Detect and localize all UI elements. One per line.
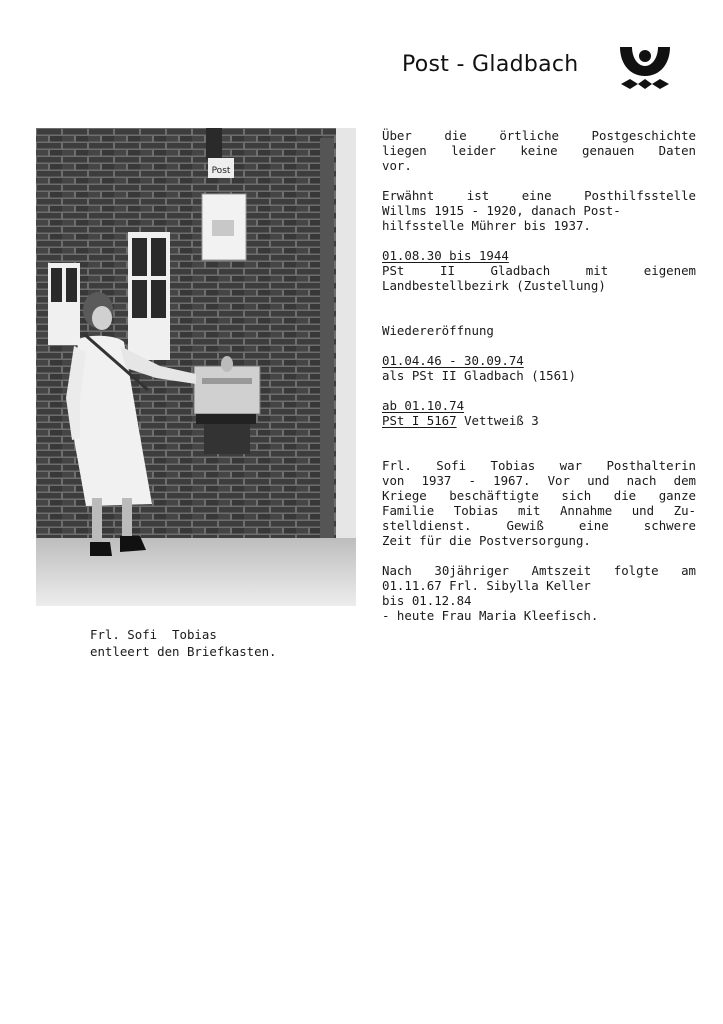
para8-line4: - heute Frau Maria Kleefisch.	[382, 608, 599, 623]
para2-line1: Erwähnt ist eine Posthilfsstelle	[382, 188, 696, 203]
para7-line4: Familie Tobias mit Annahme und Zu-	[382, 503, 696, 518]
para5-last: als PSt II Gladbach (1561)	[382, 368, 576, 383]
history-text	[382, 128, 696, 623]
para3-last: Landbestellbezirk (Zustellung)	[382, 278, 606, 293]
para1-line2: liegen leider keine genauen Daten	[382, 143, 696, 158]
historic-photo	[36, 128, 356, 606]
para8-line1: Nach 30jähriger Amtszeit folgte am	[382, 563, 696, 578]
para3-date: 01.08.30 bis 1944	[382, 248, 509, 263]
para6-line: PSt I 5167 Vettweiß 3	[382, 413, 539, 428]
para6-date: ab 01.10.74	[382, 398, 465, 413]
para4-text: Wiedereröffnung	[382, 323, 494, 338]
caption-line2: entleert den Briefkasten.	[90, 644, 277, 659]
page-title: Post - Gladbach	[402, 52, 579, 77]
para8-line3: bis 01.12.84	[382, 593, 472, 608]
para7-line5: stelldienst. Gewiß eine schwere	[382, 518, 696, 533]
para7-line2: von 1937 - 1967. Vor und nach dem	[382, 473, 696, 488]
para5-date: 01.04.46 - 30.09.74	[382, 353, 524, 368]
para1-line3: vor.	[382, 158, 412, 173]
para2-line2: Willms 1915 - 1920, danach Post-	[382, 203, 621, 218]
para7-line1: Frl. Sofi Tobias war Posthalterin	[382, 458, 696, 473]
post-sign-text: Post	[211, 166, 231, 176]
para8-line2: 01.11.67 Frl. Sibylla Keller	[382, 578, 591, 593]
para2-line3: hilfsstelle Mührer bis 1937.	[382, 218, 591, 233]
post-horn-icon	[616, 44, 674, 90]
para1-line1: Über die örtliche Postgeschichte	[382, 128, 696, 143]
para7-last: Zeit für die Postversorgung.	[382, 533, 591, 548]
photo-caption	[90, 626, 277, 660]
caption-line1: Frl. Sofi Tobias	[90, 627, 217, 642]
para7-line3: Kriege beschäftigte sich die ganze	[382, 488, 696, 503]
para3-line: PSt II Gladbach mit eigenem	[382, 263, 696, 278]
